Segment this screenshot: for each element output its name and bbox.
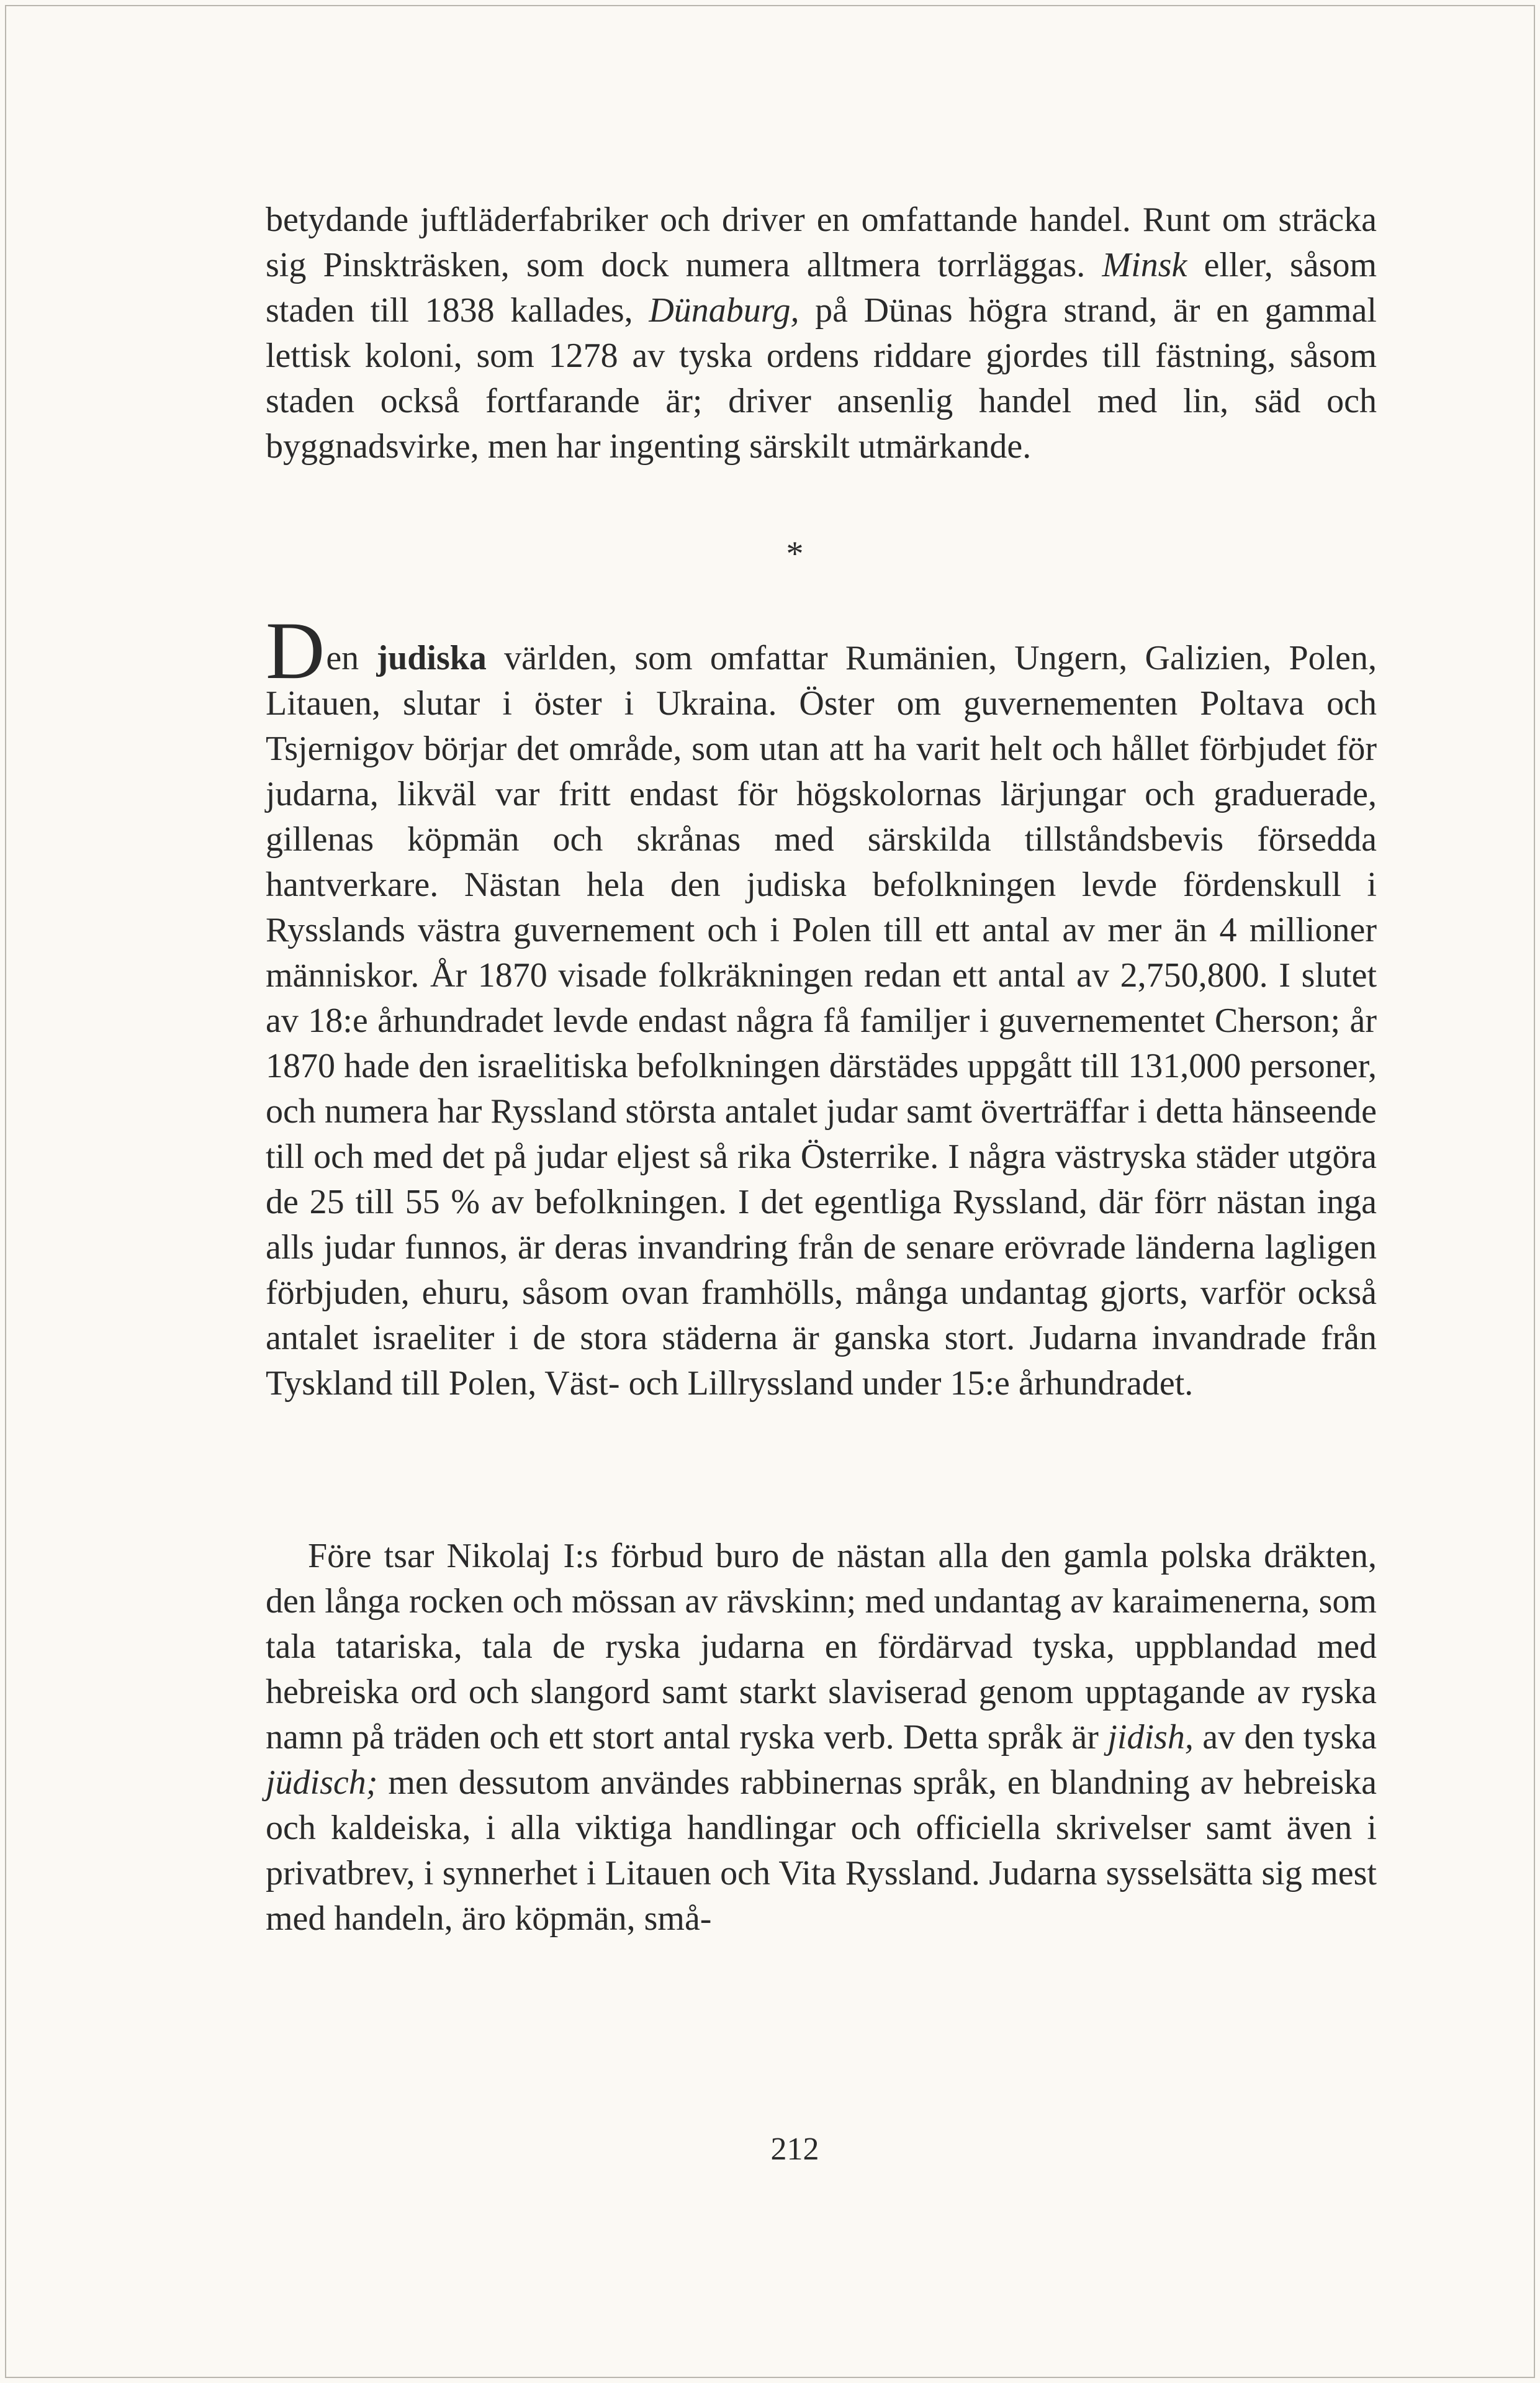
page-number: 212 xyxy=(770,2132,819,2167)
paragraph-3-text-3: men dessutom användes rabbinernas språk, en blandning av hebreiska och kaldeiska, i alla viktiga handlingar och officiella skrivelser samt även i privatbrev, i synnerhet i Litauen och Vita Ryssland. Judarna sysselsätta sig mest med handeln, äro köpmän, små- xyxy=(266,1763,1377,1938)
paragraph-2-text-1: en xyxy=(326,639,377,677)
place-name-minsk: Minsk xyxy=(1102,246,1187,284)
term-judisch: jüdisch; xyxy=(266,1763,378,1802)
paragraph-3-text-2: av den tyska xyxy=(1193,1718,1377,1757)
section-separator: * xyxy=(786,535,804,573)
paragraph-1-text-3: på Dünas högra strand, är en gammal lettisk koloni, som 1278 av tyska ordens riddare gjordes till fästning, såsom staden också fortfarande är; driver ansenlig handel med lin, säd och byggnadsvirke, men har ingenting särskilt utmärkande. xyxy=(266,291,1377,466)
paragraph-3-text-1: Före tsar Nikolaj I:s förbud buro de nästan alla den gamla polska dräkten, den långa rocken och mössan av rävskinn; med undantag av karaimenerna, som tala tatariska, tala de ryska judarna en fördärvad tyska, uppblandad med hebreiska ord och slangord samt starkt slaviserad genom upptagande av ryska namn på träden och ett stort antal ryska verb. Detta språk är xyxy=(266,1537,1377,1757)
paragraph-3 xyxy=(266,1534,1377,1942)
paragraph-1-text-1: betydande juftläderfabriker och driver en omfattande handel. Runt om sträcka sig Pinskträsken, som dock numera alltmera torrläggas. xyxy=(266,201,1377,284)
term-jidish: jidish, xyxy=(1107,1718,1194,1757)
paragraph-1 xyxy=(266,197,1377,469)
paragraph-2-text-2: världen, som omfattar Rumänien, Ungern, Galizien, Polen, Litauen, slutar i öster i Ukraina. Öster om guvernementen Poltava och Tsjernigov börjar det område, som utan att ha varit helt och hållet förbjudet för judarna, likväl var fritt endast för högskolornas lärjungar och graduerade, gillenas köpmän och skrånas med särskilda tillståndsbevis försedda hantverkare. Nästan hela den judiska befolkningen levde fördenskull i Rysslands västra guvernement och i Polen till ett antal av mer än 4 millioner människor. År 1870 visade folkräkningen redan ett antal av 2,750,800. I slutet av 18:e århundradet levde endast några få familjer i guvernementet Cherson; år 1870 hade den israelitiska befolkningen därstädes uppgått till 131,000 personer, och numera har Ryssland största antalet judar samt överträffar i detta hänseende till och med det på judar eljest så rika Österrike. I några västryska städer utgöra de 25 till 55 % av befolkningen. I det egentliga Ryssland, där förr nästan inga alls judar funnos, är deras invandring från de senare erövrade länderna lagligen förbjuden, ehuru, såsom ovan framhölls, många undantag gjorts, varför också antalet israeliter i de stora städerna är ganska stort. Judarna invandrade från Tyskland till Polen, Väst- och Lillryssland under 15:e århundradet. xyxy=(266,639,1377,1403)
paragraph-2 xyxy=(266,605,1377,1406)
paragraph-1-text-2: eller, såsom staden till 1838 kallades, xyxy=(266,246,1377,330)
place-name-dunaburg: Dünaburg, xyxy=(649,291,799,330)
bold-term-judiska: judiska xyxy=(376,639,487,677)
drop-cap: D xyxy=(266,605,325,696)
